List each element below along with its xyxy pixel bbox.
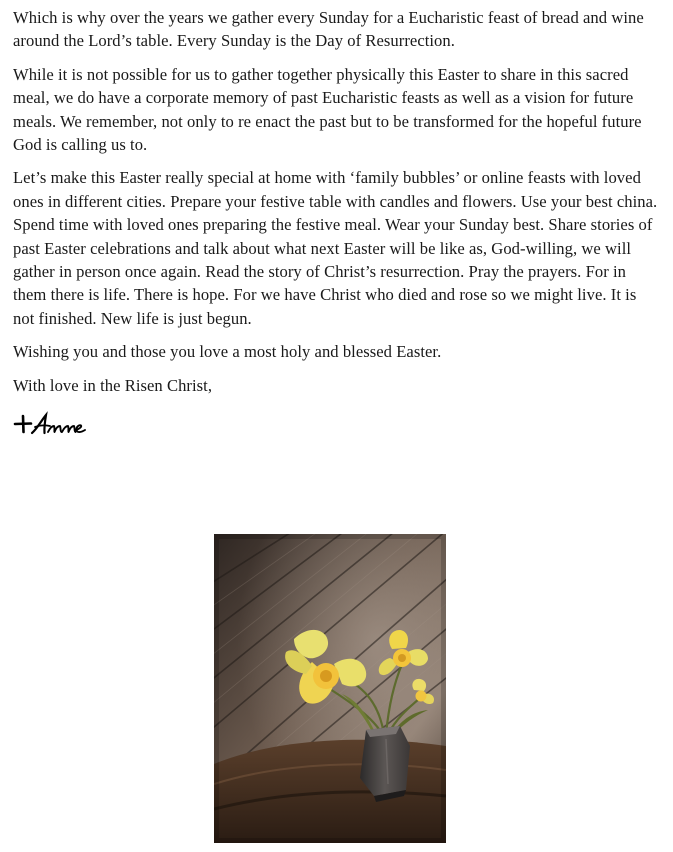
signature-drawing <box>13 407 93 441</box>
paragraph-closing: With love in the Risen Christ, <box>13 375 213 395</box>
handwritten-signature <box>13 407 658 441</box>
paragraph-wishes: Wishing you and those you love a most holy and blessed Easter. <box>13 342 442 362</box>
daffodil-vase-photo <box>214 534 446 843</box>
letter-body <box>13 6 658 441</box>
paragraph-easter-at-home: Let’s make this Easter really special at home with ‘family bubbles’ or online feasts with loved ones in different cities. Prepare your festive table with candles and flowers. Use your best china. Spend time with loved ones preparing the festive meal. Wear your Sunday best. Share stories of past Easter celebrations and talk about what next Easter will be like as, God-willing, we will gather in person once again. Read the story of Christ’s resurrection. Pray the prayers. For in them there is life. There is hope. For we have Christ who died and rose so we might live. It is not finished. New life is just begun. <box>13 168 658 328</box>
paragraph-corporate-memory: While it is not possible for us to gather together physically this Easter to share in this sacred meal, we do have a corporate memory of past Eucharistic feasts as well as a vision for future meals. We remember, not only to re enact the past but to be transformed for the hopeful future God is calling us to. <box>13 64 642 155</box>
paragraph-eucharist: Which is why over the years we gather every Sunday for a Eucharistic feast of bread and wine around the Lord’s table. Every Sunday is the Day of Resurrection. <box>13 8 644 51</box>
